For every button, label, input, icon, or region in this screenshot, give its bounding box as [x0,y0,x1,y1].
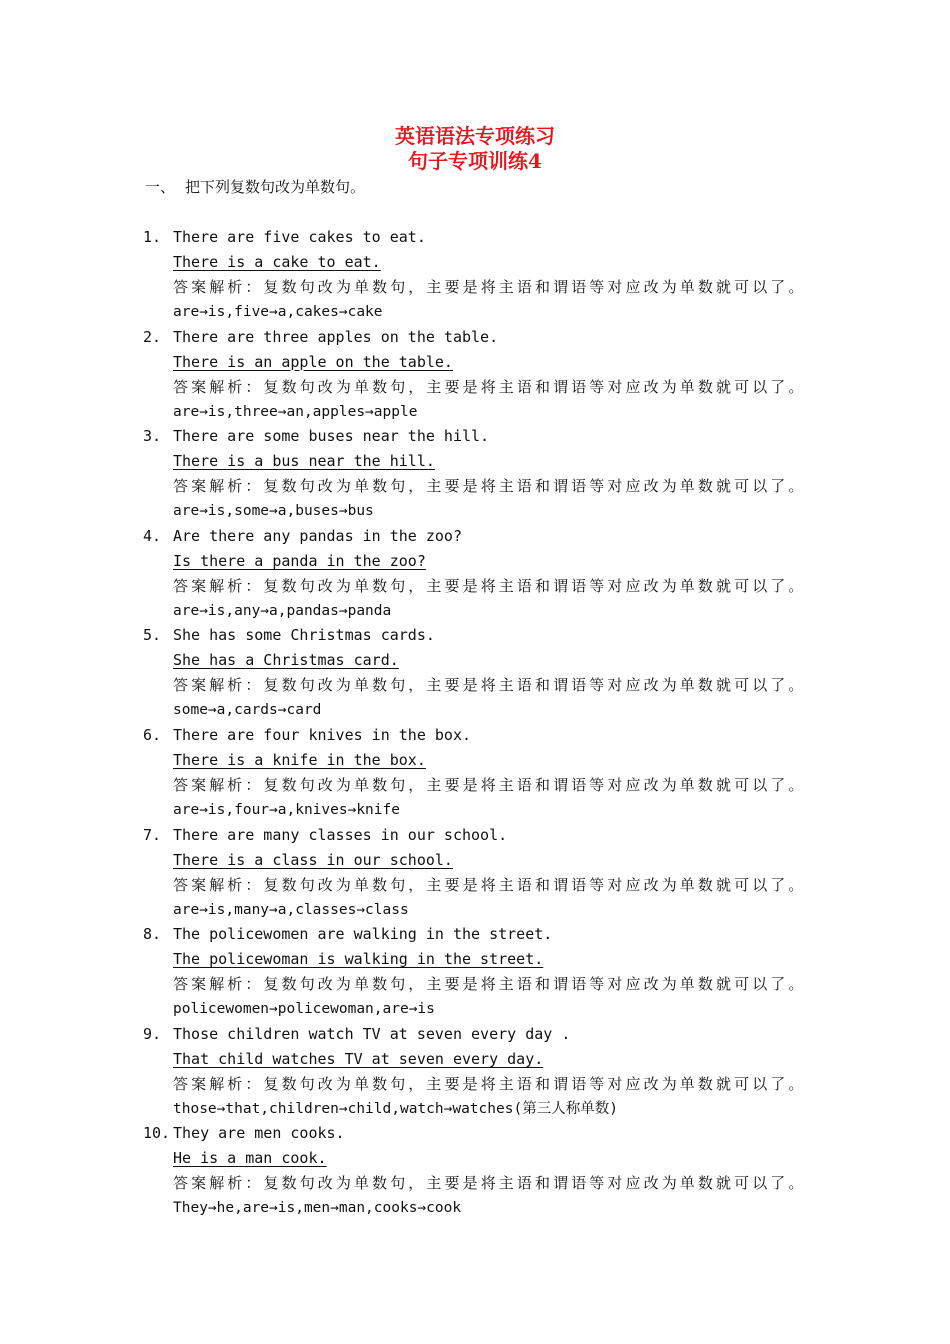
item-note: They→he,are→is,men→man,cooks→cook [173,1200,462,1217]
item-question: There are three apples on the table. [173,327,499,346]
item-analysis: 答案解析：复数句改为单数句，主要是将主语和谓语等对应改为单数就可以了。 [173,377,807,396]
exercise-item [0,524,950,624]
item-note: some→a,cards→card [173,702,322,719]
item-question: She has some Christmas cards. [173,626,435,645]
item-answer: The policewoman is walking in the street. [173,950,544,969]
item-analysis: 答案解析：复数句改为单数句，主要是将主语和谓语等对应改为单数就可以了。 [173,278,807,296]
section-number: 一、 [145,178,176,196]
item-note: those→that,children→child,watch→watches(第三人称单数) [173,1100,618,1117]
item-note: policewomen→policewoman,are→is [173,1001,435,1018]
exercise-item [0,623,950,723]
item-question: They are men cooks. [173,1124,345,1143]
item-answer: He is a man cook. [173,1149,327,1168]
item-analysis: 答案解析：复数句改为单数句，主要是将主语和谓语等对应改为单数就可以了。 [173,975,807,994]
exercise-item [0,823,950,923]
item-answer: There is a knife in the box. [173,750,426,769]
item-analysis: 答案解析：复数句改为单数句，主要是将主语和谓语等对应改为单数就可以了。 [173,875,807,894]
exercise-item [0,424,950,524]
item-analysis: 答案解析：复数句改为单数句，主要是将主语和谓语等对应改为单数就可以了。 [173,1074,807,1093]
section-heading [145,175,365,199]
item-number: 6. [143,725,162,744]
section-instruction: 把下列复数句改为单数句。 [185,178,366,196]
document-title: 英语语法专项练习 [395,124,555,148]
document-subtitle: 句子专项训练4 [408,149,542,173]
item-question: There are four knives in the box. [173,725,472,744]
item-answer: There is a class in our school. [173,850,453,869]
exercise-item [0,1121,950,1221]
item-analysis: 答案解析：复数句改为单数句，主要是将主语和谓语等对应改为单数就可以了。 [173,477,807,496]
item-question: There are five cakes to eat. [173,228,426,246]
item-note: are→is,three→an,apples→apple [173,403,418,420]
item-analysis: 答案解析：复数句改为单数句，主要是将主语和谓语等对应改为单数就可以了。 [173,775,807,794]
item-note: are→is,many→a,classes→class [173,901,409,918]
item-note: are→is,five→a,cakes→cake [173,304,383,320]
item-note: are→is,any→a,pandas→panda [173,602,392,619]
item-number: 10. [143,1124,171,1143]
exercise-list [0,225,950,1221]
item-answer: She has a Christmas card. [173,651,399,670]
item-answer: There is an apple on the table. [173,352,453,371]
item-question: Those children watch TV at seven every day . [173,1024,571,1043]
item-number: 8. [143,925,162,944]
item-number: 3. [143,427,162,446]
item-number: 1. [143,228,162,246]
item-answer: There is a cake to eat. [173,253,381,271]
exercise-item [0,1022,950,1122]
item-note: are→is,four→a,knives→knife [173,801,400,818]
item-note: are→is,some→a,buses→bus [173,503,374,520]
item-number: 5. [143,626,162,645]
item-number: 7. [143,825,162,844]
item-number: 4. [143,526,162,545]
item-analysis: 答案解析：复数句改为单数句，主要是将主语和谓语等对应改为单数就可以了。 [173,1174,807,1193]
item-analysis: 答案解析：复数句改为单数句，主要是将主语和谓语等对应改为单数就可以了。 [173,576,807,595]
item-answer: Is there a panda in the zoo? [173,551,426,570]
item-answer: There is a bus near the hill. [173,452,435,471]
item-question: There are many classes in our school. [173,825,508,844]
item-question: There are some buses near the hill. [173,427,490,446]
item-answer: That child watches TV at seven every day. [173,1049,544,1068]
item-question: The policewomen are walking in the street. [173,925,553,944]
item-number: 2. [143,327,162,346]
item-analysis: 答案解析：复数句改为单数句，主要是将主语和谓语等对应改为单数就可以了。 [173,676,807,695]
item-number: 9. [143,1024,162,1043]
exercise-item [0,325,950,425]
exercise-item [0,922,950,1022]
exercise-item [0,225,950,325]
exercise-item [0,723,950,823]
item-question: Are there any pandas in the zoo? [173,526,462,545]
